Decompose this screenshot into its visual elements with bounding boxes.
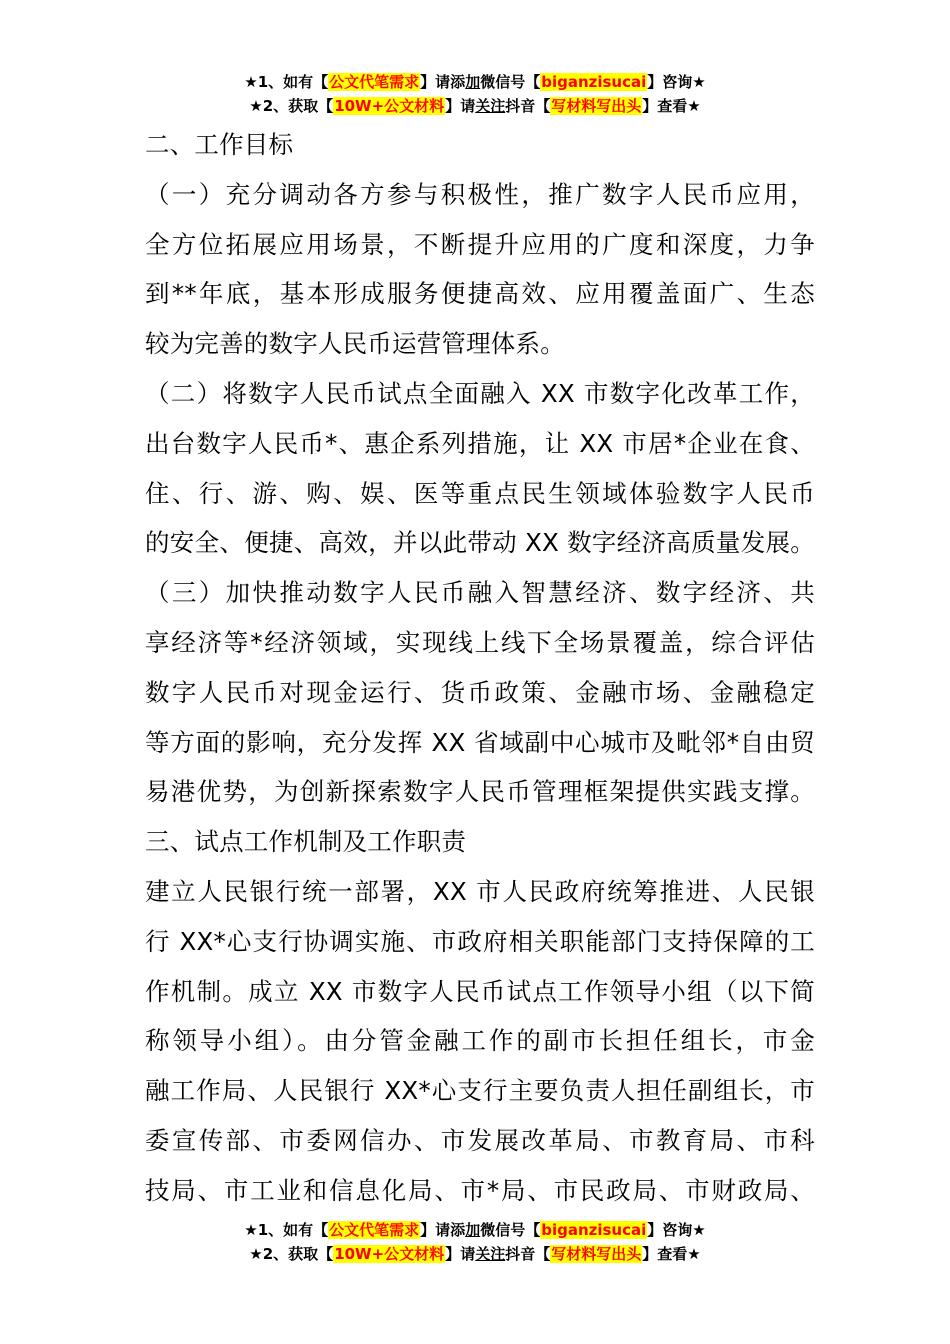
paragraph-line: 到**年底，基本形成服务便捷高效、应用覆盖面广、生态 (145, 279, 815, 309)
banner-highlight: biganzisucai (541, 1221, 647, 1239)
banner-line-2 (0, 1242, 950, 1266)
banner-line-1 (0, 1218, 950, 1242)
banner-text: ★1、如有【 (244, 1221, 329, 1239)
paragraph-line: （三）加快推动数字人民币融入智慧经济、数字经济、共 (145, 578, 815, 608)
banner-text: 微信号【 (480, 1221, 541, 1239)
banner-highlight: 10W+公文材料 (334, 97, 445, 115)
banner-highlight: 写材料写出头 (551, 1245, 642, 1263)
footer-banner (0, 1218, 950, 1266)
paragraph-line: 技局、市工业和信息化局、市*局、市民政局、市财政局、 (145, 1175, 815, 1205)
paragraph-line: 称领导小组）。由分管金融工作的副市长担任组长，市金 (145, 1026, 815, 1056)
banner-text: 】咨询★ (647, 73, 706, 91)
banner-highlight: 10W+公文材料 (334, 1245, 445, 1263)
banner-highlight: 写材料写出头 (551, 97, 642, 115)
banner-text: 】请添 (420, 1221, 466, 1239)
paragraph-line: 的安全、便捷、高效，并以此带动 XX 数字经济高质量发展。 (145, 528, 815, 558)
banner-highlight: biganzisucai (541, 73, 647, 91)
banner-highlight: 公文代笔需求 (329, 1221, 420, 1239)
paragraph-line: 委宣传部、市委网信办、市发展改革局、市教育局、市科 (145, 1125, 815, 1155)
banner-text: 】咨询★ (647, 1221, 706, 1239)
banner-text: 】请添 (420, 73, 466, 91)
banner-text: 微信号【 (480, 73, 541, 91)
paragraph-line: 作机制。成立 XX 市数字人民币试点工作领导小组（以下简 (145, 976, 815, 1006)
paragraph-line: 较为完善的数字人民币运营管理体系。 (145, 329, 565, 359)
banner-underline: 加 (465, 1221, 481, 1239)
paragraph-line: （一）充分调动各方参与积极性，推广数字人民币应用， (145, 179, 815, 209)
banner-line-2 (0, 94, 950, 118)
banner-underline: 加 (465, 73, 481, 91)
banner-text: 抖音【 (505, 97, 551, 115)
banner-text: ★2、获取【 (249, 1245, 334, 1263)
paragraph-line: 等方面的影响，充分发挥 XX 省域副中心城市及毗邻*自由贸 (145, 727, 815, 757)
header-banner (0, 70, 950, 118)
document-body (145, 120, 815, 1216)
banner-text: 】请 (445, 1245, 476, 1263)
paragraph-line: 易港优势，为创新探索数字人民币管理框架提供实践支撑。 (145, 777, 815, 807)
paragraph-line: 行 XX*心支行协调实施、市政府相关职能部门支持保障的工 (145, 926, 815, 956)
banner-text: 抖音【 (505, 1245, 551, 1263)
banner-text: ★2、获取【 (249, 97, 334, 115)
banner-underline: 关注 (475, 97, 506, 115)
section-heading: 二、工作目标 (145, 130, 294, 159)
paragraph-line: 住、行、游、购、娱、医等重点民生领域体验数字人民币 (145, 478, 815, 508)
paragraph-line: 出台数字人民币*、惠企系列措施，让 XX 市居*企业在食、 (145, 428, 815, 458)
paragraph-line: 数字人民币对现金运行、货币政策、金融市场、金融稳定 (145, 677, 815, 707)
banner-text: 】查看★ (642, 1245, 701, 1263)
paragraph-line: 融工作局、人民银行 XX*心支行主要负责人担任副组长，市 (145, 1076, 815, 1106)
banner-text: ★1、如有【 (244, 73, 329, 91)
paragraph-line: 建立人民银行统一部署，XX 市人民政府统筹推进、人民银 (145, 876, 815, 906)
paragraph-line: 享经济等*经济领域，实现线上线下全场景覆盖，综合评估 (145, 627, 815, 657)
banner-highlight: 公文代笔需求 (329, 73, 420, 91)
paragraph-line: 全方位拓展应用场景，不断提升应用的广度和深度，力争 (145, 229, 815, 259)
paragraph-line: （二）将数字人民币试点全面融入 XX 市数字化改革工作， (145, 378, 815, 408)
banner-text: 】请 (445, 97, 476, 115)
banner-underline: 关注 (475, 1245, 506, 1263)
banner-line-1 (0, 70, 950, 94)
section-heading: 三、试点工作机制及工作职责 (145, 827, 467, 857)
banner-text: 】查看★ (642, 97, 701, 115)
